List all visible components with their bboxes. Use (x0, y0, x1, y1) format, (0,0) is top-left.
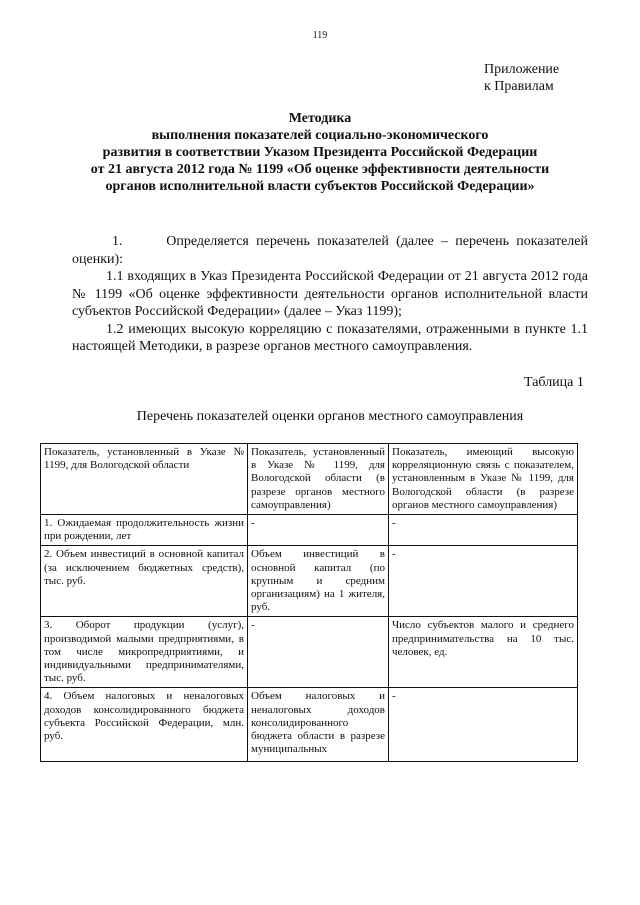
table-cell: Объем инвестиций в основной капитал (по крупным и средним организациям) на 1 жителя, руб. (248, 546, 389, 617)
table-cell: 1. Ожидаемая продолжительность жизни при рождении, лет (41, 515, 248, 546)
document-title (40, 110, 600, 195)
table-cell: 3. Оборот продукции (услуг), производимой малыми предприятиями, в том числе микропредприятиями, и индивидуальными предпринимателями, тыс. руб. (41, 617, 248, 688)
header-cell: Показатель, установленный в Указе № 1199, для Вологодской области (41, 444, 248, 515)
title-line-1: Методика (288, 111, 352, 126)
table-cell: Объем налоговых и неналоговых доходов консолидированного бюджета области в разрезе муниципальных (248, 688, 389, 762)
table-row (41, 617, 578, 688)
header-cell: Показатель, имеющий высокую корреляционную связь с показателем, установленным в Указе № 1199, для Вологодской области (в разрезе органов местного самоуправления) (389, 444, 578, 515)
table-cell: - (389, 546, 578, 617)
table-cell: - (248, 515, 389, 546)
title-line-5: органов исполнительной власти субъектов Российской Федерации» (105, 179, 535, 194)
table-row (41, 515, 578, 546)
table-row (41, 688, 578, 762)
table-header-row (41, 444, 578, 515)
title-line-3: развития в соответствии Указом Президента Российской Федерации (102, 145, 538, 160)
paragraph-1-1: 1.1 входящих в Указ Президента Российской Федерации от 21 августа 2012 года № 1199 «Об оценке эффективности деятельности органов исполнительной власти субъектов Российской Федерации» (далее – Указ 1199); (72, 269, 588, 319)
appendix-note (484, 61, 559, 95)
table-row (41, 546, 578, 617)
table-cell: - (389, 515, 578, 546)
table-cell: 2. Объем инвестиций в основной капитал (за исключением бюджетных средств), тыс. руб. (41, 546, 248, 617)
table-cell: 4. Объем налоговых и неналоговых доходов консолидированного бюджета субъекта Российской Федерации, млн. руб. (41, 688, 248, 762)
table-caption: Перечень показателей оценки органов местного самоуправления (136, 409, 524, 424)
table-cell: Число субъектов малого и среднего предпринимательства на 10 тыс. человек, ед. (389, 617, 578, 688)
title-line-4: от 21 августа 2012 года № 1199 «Об оценке эффективности деятельности (90, 162, 550, 177)
page-number: 119 (312, 30, 328, 41)
paragraph-1: 1. Определяется перечень показателей (далее – перечень показателей оценки): (72, 234, 588, 267)
table-cell: - (389, 688, 578, 762)
paragraph-1-2: 1.2 имеющих высокую корреляцию с показателями, отраженными в пункте 1.1 настоящей Методики, в разрезе органов местного самоуправления. (72, 321, 588, 354)
indicators-table (40, 443, 578, 762)
body-text (72, 233, 588, 356)
appendix-line-2: к Правилам (484, 79, 554, 94)
title-line-2: выполнения показателей социально-экономического (151, 128, 489, 143)
header-cell: Показатель, установленный в Указе № 1199, для Вологодской области (в разрезе органов местного самоуправления) (248, 444, 389, 515)
appendix-line-1: Приложение (484, 62, 560, 77)
table-label: Таблица 1 (524, 375, 584, 390)
table-cell: - (248, 617, 389, 688)
